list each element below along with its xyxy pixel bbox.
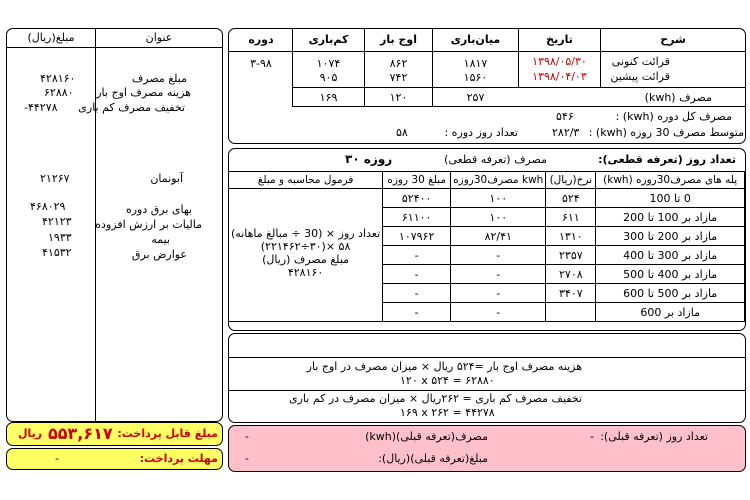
formula-line1: تعداد روز × (30 ÷ مبالغ ماهانه) [231, 227, 381, 240]
header-title: عنوان [145, 31, 173, 44]
tier-rate: ۲۳۵۷ [546, 246, 596, 265]
current-low: ۱۰۷۴ [316, 57, 341, 70]
amount-peak: ۶۲۸۸۰ [44, 86, 74, 99]
tier-rate: ۲۷۰۸ [546, 265, 596, 284]
deadline-label: مهلت پرداخت: [139, 452, 218, 465]
tier-rate: ۳۴۰۷ [546, 284, 596, 303]
current-date: ۱۳۹۸/۰۵/۳۰ [532, 55, 587, 68]
formula-line2: (۲۲۱۴۶۲÷۳۰)× ۵۸ [260, 240, 351, 253]
label-consumption: مبلغ مصرف [131, 72, 187, 85]
amount-tolls: ۴۱۵۳۲ [42, 246, 72, 259]
tier-usage: - [451, 284, 546, 303]
tiers-table [228, 171, 745, 322]
amount-insurance: ۱۹۳۳ [48, 231, 72, 244]
header-peak: اوج بار [380, 33, 417, 46]
header-low: کم‌باری [308, 33, 349, 46]
tier-rate: ۵۲۴ [546, 189, 596, 208]
tier-usage: - [451, 265, 546, 284]
prior-days-label: تعداد روز (تعرفه قبلی): [600, 430, 708, 443]
previous-low: ۹۰۵ [319, 71, 338, 84]
label-period-price: بهای برق دوره [125, 203, 192, 216]
header-usage30: مصرف30روزه kwh [451, 172, 546, 189]
current-peak: ۸۶۲ [389, 57, 408, 70]
label-low-discount: تخفیف مصرف کم باری [78, 101, 185, 114]
previous-mid: ۱۵۶۰ [463, 71, 488, 84]
prior-amount-value: - [245, 452, 249, 465]
peak-calc: ۱۲۰ x ۵۲۴ = ۶۲۸۸۰ [400, 374, 495, 387]
consumption-mid: ۲۵۷ [466, 91, 485, 104]
header-mid: میان‌باری [450, 33, 501, 46]
current-label: قرائت کنونی [611, 55, 670, 68]
avg30-label: متوسط مصرف 30 روزه (kwh) : [588, 126, 744, 139]
prior-consumption-value: - [245, 430, 249, 443]
tier-rate: ۶۱۱ [546, 208, 596, 227]
formula-line4: ۴۲۸۱۶۰ [287, 266, 324, 279]
tier-amount: ۵۲۴۰۰ [383, 189, 451, 208]
divider [229, 390, 745, 391]
tariff-days-label: تعداد روز (تعرفه قطعی): [598, 153, 736, 166]
tier-amount: ۱۰۷۹۶۲ [383, 227, 451, 246]
tier-usage: - [451, 246, 546, 265]
tariff-days-value: ۳۰ روزه [345, 152, 393, 166]
previous-date: ۱۳۹۸/۰۴/۰۳ [532, 70, 587, 83]
tier-usage: ۱۰۰ [451, 208, 546, 227]
label-vat: مالیات بر ارزش افزوده [95, 218, 202, 231]
consumption-low: ۱۶۹ [319, 91, 338, 104]
label-subscription: آبونمان [150, 172, 183, 185]
amount-vat: ۴۲۱۲۳ [42, 215, 72, 228]
prior-amount-label: مبلغ(تعرفه قبلی)(ریال): [378, 452, 488, 465]
low-formula: تخفیف مصرف کم باری = ۲۶۲ریال × میزان مصرف در کم باری [288, 392, 582, 405]
header-formula: فرمول محاسبه و مبلغ [229, 172, 383, 189]
tier-label: مازاد بر 300 تا 400 [596, 246, 745, 265]
payable-amount-label: مبلغ قابل پرداخت: [117, 427, 218, 440]
days-value: ۵۸ [396, 126, 408, 139]
tier-usage: - [451, 303, 546, 322]
days-label: تعداد روز دوره : [444, 126, 518, 139]
header-period: دوره [248, 33, 274, 46]
divider [7, 47, 222, 48]
header-desc: شرح [660, 33, 686, 46]
total-value: ۵۴۶ [556, 110, 574, 123]
tier-amount: - [383, 246, 451, 265]
amount-consumption: ۴۲۸۱۶۰ [40, 72, 76, 85]
divider [292, 106, 745, 107]
avg30-value: ۲۸۲/۳ [552, 126, 580, 139]
peak-formula: هزینه مصرف اوج بار =۵۲۴ ریال × میزان مصرف در اوج بار [306, 360, 582, 373]
tier-usage: ۸۲/۴۱ [451, 227, 546, 246]
previous-label: قرائت پیشین [610, 70, 670, 83]
label-peak: هزینه مصرف اوج بار [96, 86, 191, 99]
formula-line3: مبلغ مصرف (ریال) [262, 253, 350, 266]
tariff-consumption-label: مصرف (تعرفه قطعی) [444, 153, 547, 166]
tier-label: مازاد بر 500 تا 600 [596, 284, 745, 303]
label-insurance: بیمه [151, 233, 170, 246]
payable-amount-value: ۵۵۳,۶۱۷ [48, 424, 113, 443]
amount-low-discount: -۴۴۲۷۸ [24, 101, 58, 114]
current-mid: ۱۸۱۷ [463, 57, 488, 70]
tier-amount: - [383, 284, 451, 303]
tier-amount: ۶۱۱۰۰ [383, 208, 451, 227]
consumption-label: مصرف (kwh) [644, 91, 712, 104]
payable-currency: ریال [18, 427, 43, 440]
tier-label: مازاد بر 600 [596, 303, 745, 322]
tier-label: مازاد بر 200 تا 300 [596, 227, 745, 246]
tier-rate [546, 303, 596, 322]
formula-cell [229, 189, 383, 322]
prior-days-value: - [590, 430, 594, 443]
divider [229, 51, 745, 52]
divider [229, 357, 745, 358]
tier-rate: ۱۳۱۰ [546, 227, 596, 246]
header-amount: مبلغ(ریال) [27, 31, 75, 44]
tier-amount: - [383, 303, 451, 322]
label-tolls: عوارض برق [131, 248, 187, 261]
consumption-peak: ۱۲۰ [389, 91, 408, 104]
tier-amount: - [383, 265, 451, 284]
tier-label: مازاد بر 100 تا 200 [596, 208, 745, 227]
tier-usage: ۱۰۰ [451, 189, 546, 208]
amount-subscription: ۲۱۲۶۷ [40, 172, 70, 185]
tier-label: 0 تا 100 [596, 189, 745, 208]
prior-consumption-label: مصرف(تعرفه قبلی)(kwh) [365, 430, 488, 443]
amount-period-price: ۴۶۸۰۲۹ [30, 200, 66, 213]
header-amount30: مبلغ 30 روزه [383, 172, 451, 189]
low-calc: ۱۶۹ x ۲۶۲ = ۴۴۲۷۸ [400, 406, 495, 419]
tier-label: مازاد بر 400 تا 500 [596, 265, 745, 284]
period-value: ۳-۹۸ [250, 57, 272, 70]
header-rate: نرخ(ریال) [546, 172, 596, 189]
total-label: مصرف کل دوره (kwh) : [615, 110, 732, 123]
previous-peak: ۷۴۲ [389, 71, 408, 84]
header-tier: پله های مصرف30روزه (kwh) [596, 172, 745, 189]
header-date: تاریخ [546, 33, 573, 46]
deadline-value: - [55, 452, 59, 465]
